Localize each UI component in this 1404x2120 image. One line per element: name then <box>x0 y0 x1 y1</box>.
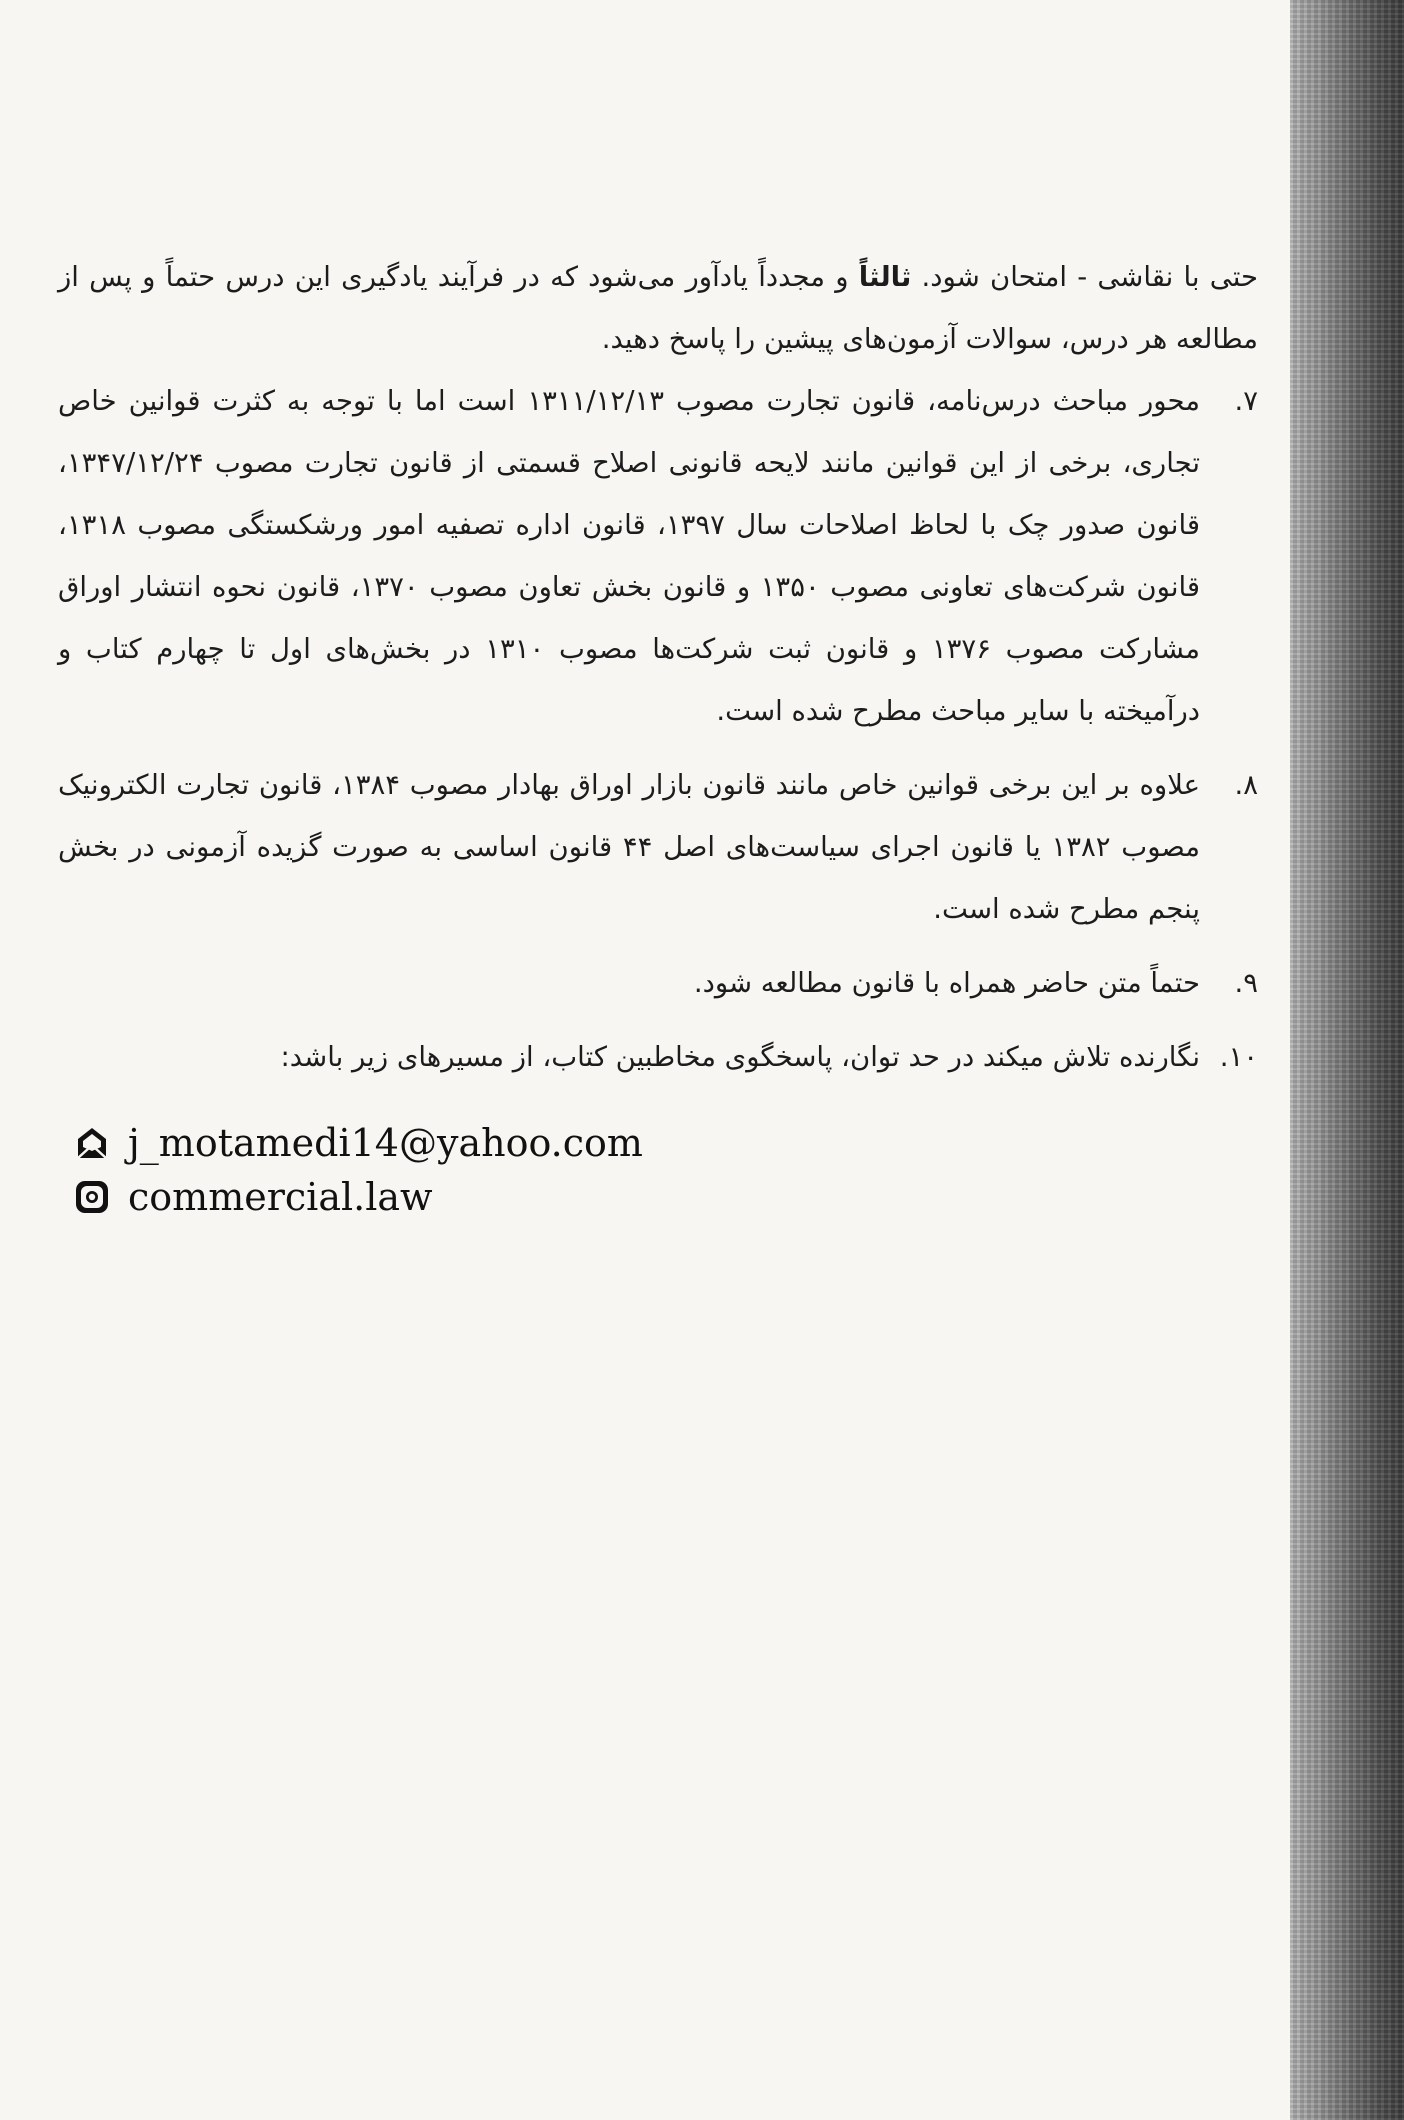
item-text: محور مباحث درس‌نامه، قانون تجارت مصوب ۱۳۱۱/۱۲/۱۳ است اما با توجه به کثرت قوانین خاص تجاری، برخی از این قوانین مانند لایحه قانونی اصلاح قسمتی از قانون تجارت مصوب ۱۳۴۷/۱۲/۲۴، قانون صدور چک با لحاظ اصلاحات سال ۱۳۹۷، قانون اداره تصفیه امور ورشکستگی مصوب ۱۳۱۸، قانون شرکت‌های تعاونی مصوب ۱۳۵۰ و قانون بخش تعاون مصوب ۱۳۷۰، قانون نحوه انتشار اوراق مشارکت مصوب ۱۳۷۶ و قانون ثبت شرکت‌ها مصوب ۱۳۱۰ در بخش‌های اول تا چهارم کتاب و درآمیخته با سایر مباحث مطرح شده است. <box>58 385 1201 727</box>
item-text: علاوه بر این برخی قوانین خاص مانند قانون بازار اوراق بهادار مصوب ۱۳۸۴، قانون تجارت الکترونیک مصوب ۱۳۸۲ یا قانون اجرای سیاست‌های اصل ۴۴ قانون اساسی به صورت گزیده آزمونی در بخش پنجم مطرح شده است. <box>58 769 1201 925</box>
email-row <box>74 1118 643 1168</box>
instagram-handle[interactable]: commercial.law <box>128 1175 433 1219</box>
instagram-icon <box>74 1179 110 1215</box>
item-text: حتماً متن حاضر همراه با قانون مطالعه شود. <box>693 967 1200 999</box>
email-address[interactable]: j_motamedi14@yahoo.com <box>128 1121 643 1165</box>
contact-block <box>74 1118 643 1226</box>
item-number: ۷. <box>1234 385 1258 417</box>
item-number: ۸. <box>1234 769 1258 801</box>
item-text: نگارنده تلاش میکند در حد توان، پاسخگوی مخاطبین کتاب، از مسیرهای زیر باشد: <box>280 1041 1200 1073</box>
item-number: ۹. <box>1234 967 1258 999</box>
list-item-8 <box>58 754 1258 940</box>
intro-text-start: حتی با نقاشی - امتحان شود. <box>921 261 1258 293</box>
instagram-row <box>74 1172 643 1222</box>
body-text <box>58 246 1258 1100</box>
list-item-10 <box>58 1026 1258 1088</box>
intro-bold-word: ثالثاً <box>858 261 912 293</box>
list-item-9 <box>58 952 1258 1014</box>
intro-text-rest: و مجدداً یادآور می‌شود که در فرآیند یادگیری این درس حتماً و پس از مطالعه هر درس، سوالات آزمون‌های پیشین را پاسخ دهید. <box>58 261 1258 355</box>
list-item-7 <box>58 370 1258 742</box>
item-number: ۱۰. <box>1219 1041 1258 1073</box>
page-edge-shadow <box>1290 0 1404 2120</box>
email-icon <box>74 1125 110 1161</box>
intro-paragraph <box>58 246 1258 370</box>
